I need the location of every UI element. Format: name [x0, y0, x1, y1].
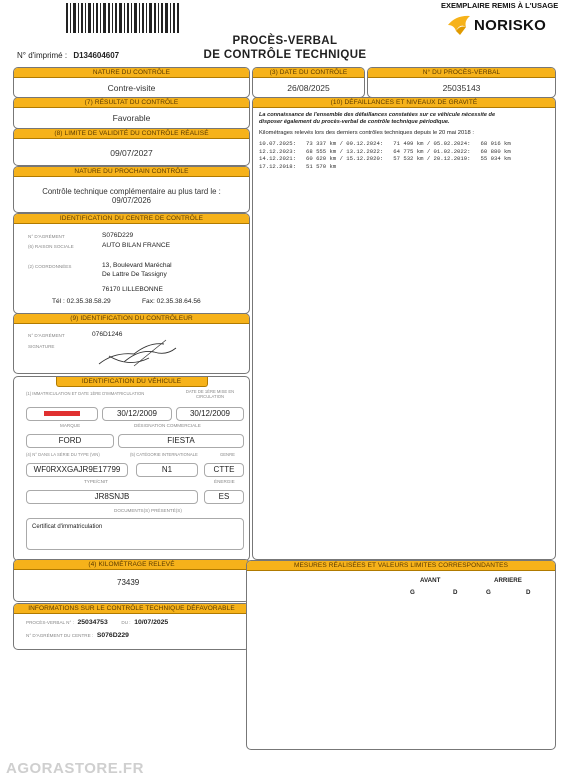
mesures-arriere-label: ARRIERE	[494, 577, 522, 584]
nature-controle-value: Contre-visite	[107, 83, 156, 93]
defavorable-centre-label: N° D'AGRÉMENT DU CENTRE :	[26, 633, 94, 638]
defaillances-intro-2: disposer également du procès-verbal de contrôle technique périodique.	[259, 119, 450, 125]
vin-field: WF0RXXGAJR9E17799	[26, 463, 128, 477]
copy-notice: EXEMPLAIRE REMIS À L'USAGE	[441, 1, 559, 10]
prochain-controle-header: NATURE DU PROCHAIN CONTRÔLE	[14, 167, 249, 177]
centre-raison-label: (6) RAISON SOCIALE	[28, 244, 74, 249]
kilometrage-value: 73439	[117, 578, 140, 587]
mesures-header: MESURES RÉALISÉES ET VALEURS LIMITES CORRESPONDANTES	[247, 561, 555, 571]
falcon-logo-icon	[446, 13, 472, 37]
validite-box	[13, 128, 250, 166]
km-history	[259, 140, 549, 170]
date-controle-header: (3) DATE DU CONTRÔLE	[253, 68, 364, 78]
km-line: 17.12.2018: 51 570 km	[259, 162, 337, 170]
centre-address-2: De Lattre De Tassigny	[102, 271, 167, 278]
defavorable-pv-label: PROCÈS-VERBAL N° :	[26, 620, 74, 625]
kilometrage-box	[13, 559, 250, 602]
vehicule-box	[13, 376, 250, 561]
km-line: 12.12.2023: 68 555 km / 13.12.2022: 64 775 km / 01.02.2022: 60 880 km	[259, 147, 511, 155]
km-intro: Kilométrages relevés lors des derniers contrôles techniques depuis le 20 mai 2018 :	[259, 130, 474, 136]
mesures-box	[246, 560, 556, 750]
centre-tel: Tél : 02.35.38.58.29	[52, 298, 111, 305]
title-line-2: DE CONTRÔLE TECHNIQUE	[203, 49, 367, 61]
defaillances-header: (10) DÉFAILLANCES ET NIVEAUX DE GRAVITÉ	[253, 98, 555, 108]
immat-field	[26, 407, 98, 421]
defaillances-intro	[259, 112, 549, 126]
defavorable-du: 10/07/2025	[134, 619, 169, 626]
marque-label: MARQUE	[60, 423, 81, 428]
nature-controle-header: NATURE DU CONTRÔLE	[14, 68, 249, 78]
docs-field	[26, 518, 244, 550]
centre-city: 76170 LILLEBONNE	[102, 286, 163, 293]
vehicule-header: IDENTIFICATION DU VÉHICULE	[56, 377, 208, 387]
watermark: AGORASTORE.FR	[6, 760, 144, 777]
mesures-d-avant: D	[453, 589, 458, 596]
type-label: TYPE/CNIT	[84, 479, 108, 484]
defaillances-box	[252, 97, 556, 560]
controleur-signature-label: SIGNATURE	[28, 344, 55, 349]
immat-label: (1) IMMATRICULATION ET DATE 1ÈRE D'IMMATRICULATION	[26, 391, 145, 396]
defavorable-pv: 25034753	[77, 619, 108, 626]
controleur-box	[13, 313, 250, 374]
resultat-header: (7) RÉSULTAT DU CONTRÔLE	[14, 98, 249, 108]
mesures-g-arriere: G	[486, 589, 491, 596]
mesures-avant-label: AVANT	[420, 577, 441, 584]
document-value: Certificat d'immatriculation	[32, 524, 103, 530]
km-line: 14.12.2021: 60 620 km / 15.12.2020: 57 532 km / 20.12.2019: 55 034 km	[259, 155, 511, 163]
defavorable-du-label: DU :	[121, 620, 131, 625]
centre-header: IDENTIFICATION DU CENTRE DE CONTRÔLE	[14, 214, 249, 224]
brand-name: NORISKO	[474, 17, 547, 34]
defavorable-box	[13, 603, 250, 650]
controleur-agrement-label: N° D'AGRÉMENT	[28, 333, 65, 338]
defavorable-header: INFORMATIONS SUR LE CONTRÔLE TECHNIQUE DÉFAVORABLE	[14, 604, 249, 614]
resultat-value: Favorable	[112, 113, 151, 123]
mesures-g-avant: G	[410, 589, 415, 596]
resultat-box	[13, 97, 250, 129]
defavorable-centre-row	[26, 632, 129, 639]
designation-label: DÉSIGNATION COMMERCIALE	[134, 423, 201, 428]
numero-pv-box	[367, 67, 556, 98]
numero-pv-value: 25035143	[442, 83, 481, 93]
date-controle-value: 26/08/2025	[287, 83, 330, 93]
categorie-label: (5) CATÉGORIE INTERNATIONALE	[130, 452, 198, 457]
immat-redacted	[44, 411, 80, 416]
print-number: D134604607	[73, 51, 120, 60]
centre-coord-label: (2) COORDONNÉES	[28, 264, 72, 269]
prochain-controle-box	[13, 166, 250, 213]
centre-agrement-label: N° D'AGRÉMENT	[28, 234, 65, 239]
numero-pv-header: N° DU PROCÈS-VERBAL	[368, 68, 555, 78]
categorie-field: N1	[136, 463, 198, 477]
page-title	[180, 35, 390, 61]
genre-label: GENRE	[220, 452, 235, 457]
date-circulation-field: 30/12/2009	[176, 407, 244, 421]
prochain-controle-line-2: 09/07/2026	[111, 196, 152, 205]
barcode	[66, 3, 180, 33]
title-line-1: PROCÈS-VERBAL	[232, 35, 338, 47]
kilometrage-header: (4) KILOMÉTRAGE RELEVÉ	[14, 560, 249, 570]
centre-fax: Fax: 02.35.38.64.56	[142, 298, 201, 305]
centre-box	[13, 213, 250, 314]
prochain-controle-line-1: Contrôle technique complémentaire au plus tard le :	[42, 187, 221, 196]
energie-field: ES	[204, 490, 244, 504]
genre-field: CTTE	[204, 463, 244, 477]
print-number-row	[17, 51, 119, 60]
date-controle-box	[252, 67, 365, 98]
vin-label: (4) N° DANS LA SÉRIE DU TYPE (VIN)	[26, 452, 100, 457]
validite-header: (8) LIMITE DE VALIDITÉ DU CONTRÔLE RÉALISÉ	[14, 129, 249, 139]
barcode-icon	[66, 3, 180, 33]
date-immat-field: 30/12/2009	[102, 407, 172, 421]
energie-label: ÉNERGIE	[214, 479, 235, 484]
modele-field: FIESTA	[118, 434, 244, 448]
nature-controle-box	[13, 67, 250, 98]
date-circ-label: DATE DE 1ÈRE MISE EN CIRCULATION	[185, 389, 235, 399]
km-line: 10.07.2025: 73 337 km / 09.12.2024: 71 499 km / 05.02.2024: 68 916 km	[259, 140, 511, 147]
type-field: JR8SNJB	[26, 490, 198, 504]
signature-icon	[94, 334, 184, 370]
print-number-label: N° d'imprimé :	[17, 51, 68, 60]
docs-label: DOCUMENTS(S) PRÉSENTÉ(S)	[114, 508, 182, 513]
controleur-header: (9) IDENTIFICATION DU CONTRÔLEUR	[14, 314, 249, 324]
marque-field: FORD	[26, 434, 114, 448]
centre-agrement: S076D229	[102, 232, 134, 239]
defavorable-centre: S076D229	[96, 632, 129, 639]
centre-address-1: 13, Boulevard Maréchal	[102, 262, 172, 269]
mesures-d-arriere: D	[526, 589, 531, 596]
validite-value: 09/07/2027	[110, 148, 153, 158]
defavorable-pv-row	[26, 619, 168, 626]
controleur-agrement: 076D1246	[92, 331, 123, 338]
centre-raison: AUTO BILAN FRANCE	[102, 242, 171, 249]
defaillances-intro-1: La connaissance de l'ensemble des défaillances constatées sur ce véhicule nécessite de	[259, 112, 496, 118]
brand-logo	[446, 13, 566, 39]
